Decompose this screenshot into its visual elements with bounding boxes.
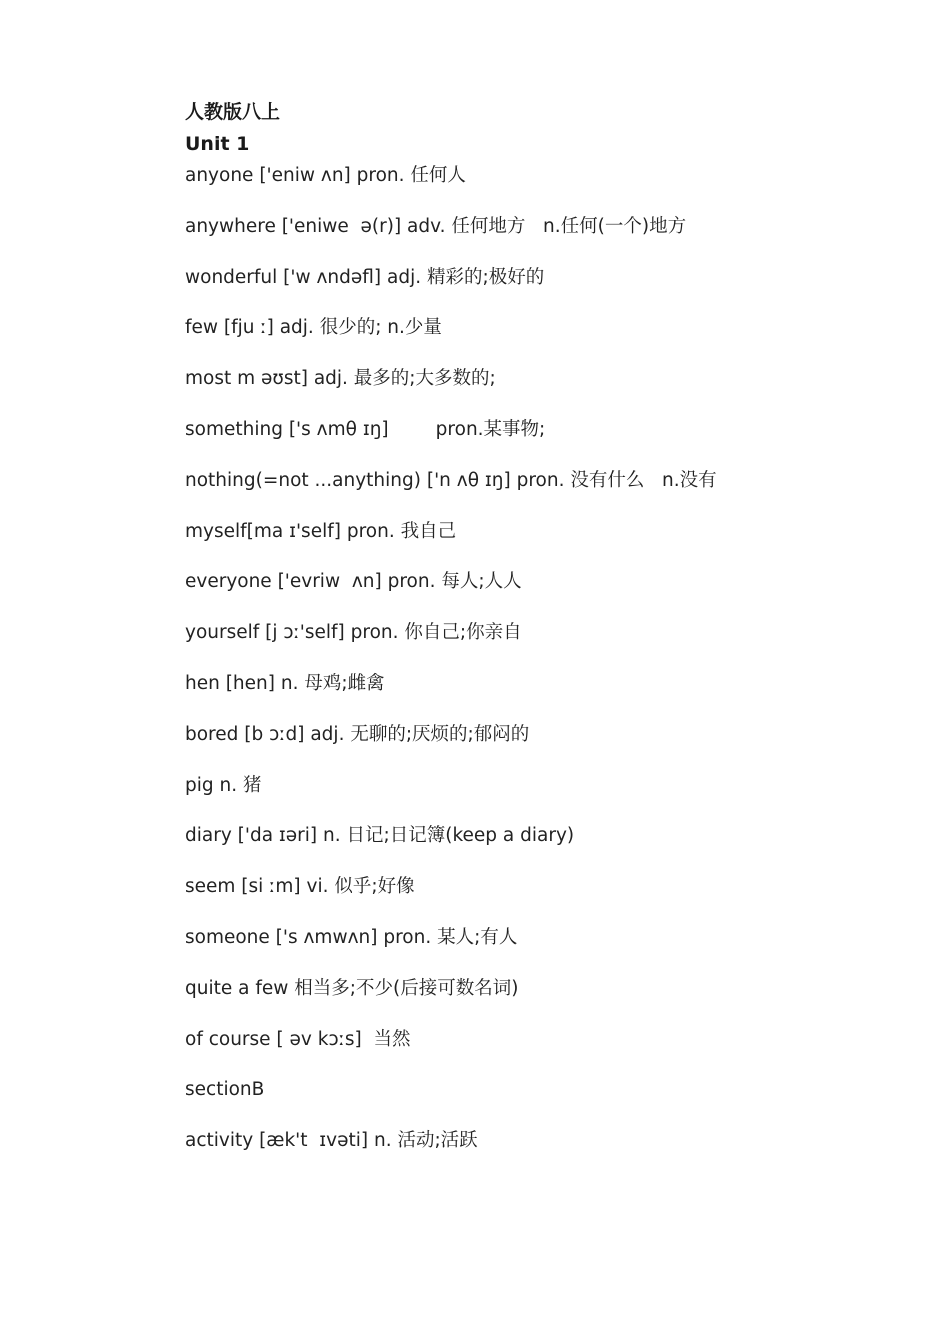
vocabulary-entry: everyone ['evriw ʌn] pron. 每人;人人 <box>185 571 522 593</box>
vocabulary-entry: seem [si ːm] vi. 似乎;好像 <box>185 876 415 898</box>
document-title: 人教版八上 <box>185 101 281 123</box>
vocabulary-entry: something ['s ʌmθ ɪŋ] pron.某事物; <box>185 418 546 440</box>
vocabulary-entry: nothing(=not ...anything) ['n ʌθ ɪŋ] pron. 没有什么 n.没有 <box>185 469 717 491</box>
vocabulary-entry: hen [hen] n. 母鸡;雌禽 <box>185 672 385 694</box>
vocabulary-entry: yourself [j ɔː'self] pron. 你自己;你亲自 <box>185 622 522 644</box>
vocabulary-entry: few [fju ː] adj. 很少的; n.少量 <box>185 317 442 339</box>
vocabulary-entry: wonderful ['w ʌndəfl] adj. 精彩的;极好的 <box>185 266 545 288</box>
vocabulary-entry: anywhere ['eniwe ə(r)] adv. 任何地方 n.任何(一个)地方 <box>185 215 687 237</box>
vocabulary-entry: bored [b ɔːd] adj. 无聊的;厌烦的;郁闷的 <box>185 723 530 745</box>
vocabulary-entry: myself[ma ɪ'self] pron. 我自己 <box>185 520 457 542</box>
document-page <box>185 98 905 1178</box>
vocabulary-entry: most m əʊst] adj. 最多的;大多数的; <box>185 368 496 390</box>
vocabulary-entry: of course [ əv kɔːs] 当然 <box>185 1028 411 1050</box>
vocabulary-entry: diary ['da ɪəri] n. 日记;日记簿(keep a diary) <box>185 825 575 847</box>
vocabulary-entry: quite a few 相当多;不少(后接可数名词) <box>185 977 519 999</box>
unit-heading: Unit 1 <box>185 133 250 155</box>
vocabulary-entry: anyone ['eniw ʌn] pron. 任何人 <box>185 165 466 186</box>
vocabulary-entry: pig n. 猪 <box>185 774 262 796</box>
vocabulary-entry: someone ['s ʌmwʌn] pron. 某人;有人 <box>185 926 518 948</box>
vocabulary-entry: activity [æk't ɪvəti] n. 活动;活跃 <box>185 1130 478 1152</box>
vocabulary-list <box>185 162 905 1155</box>
vocabulary-entry: sectionB <box>185 1079 265 1101</box>
